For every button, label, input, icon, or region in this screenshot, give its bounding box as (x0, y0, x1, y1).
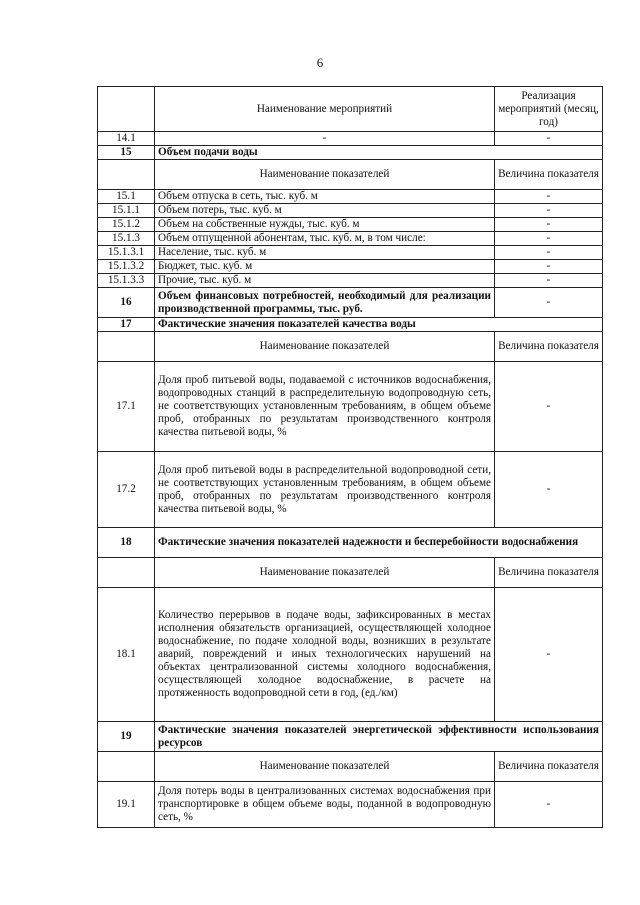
row-number: 15.1.1 (98, 204, 155, 218)
row-number: 18.1 (98, 588, 155, 722)
row-name: Бюджет, тыс. куб. м (155, 260, 495, 274)
row-number: 15.1.2 (98, 218, 155, 232)
table-row (98, 218, 603, 232)
section-15-title-row (98, 146, 603, 160)
table-row (98, 452, 603, 528)
row-value: - (495, 132, 603, 146)
indicator-name-header: Наименование показателей (155, 160, 495, 190)
section-number: 17 (98, 318, 155, 332)
section-title: Фактические значения показателей энергетической эффективности использования ресурсов (155, 722, 603, 752)
row-value: - (495, 204, 603, 218)
page-number: 6 (316, 55, 324, 70)
table-row (98, 588, 603, 722)
events-name-header: Наименование мероприятий (155, 87, 495, 132)
section-19-title-row (98, 722, 603, 752)
section-title: Объем подачи воды (155, 146, 603, 160)
row-number: 15.1.3 (98, 232, 155, 246)
row-number: 17.1 (98, 362, 155, 452)
row-number: 15.1.3.3 (98, 274, 155, 288)
row-number: 14.1 (98, 132, 155, 146)
row-name: Доля проб питьевой воды в распределительной водопроводной сети, не соответствующих установленным требованиям, в общем объеме проб, отобранных по результатам производственного контроля качества питьевой воды, % (155, 452, 495, 528)
section-17-title-row (98, 318, 603, 332)
row-value: - (495, 274, 603, 288)
row-value: - (495, 782, 603, 828)
row-name: Объем на собственные нужды, тыс. куб. м (155, 218, 495, 232)
section-value: - (495, 288, 603, 318)
header-num (98, 752, 155, 782)
section-number: 15 (98, 146, 155, 160)
row-value: - (495, 232, 603, 246)
row-name: Население, тыс. куб. м (155, 246, 495, 260)
indicator-name-header: Наименование показателей (155, 332, 495, 362)
row-name: Прочие, тыс. куб. м (155, 274, 495, 288)
row-value: - (495, 190, 603, 204)
indicator-value-header: Величина показателя (495, 160, 603, 190)
section-15-header-row (98, 160, 603, 190)
row-name: Объем отпущенной абонентам, тыс. куб. м, в том числе: (155, 232, 495, 246)
section-title: Фактические значения показателей надежности и бесперебойности водоснабжения (155, 528, 603, 558)
header-num (98, 558, 155, 588)
indicator-name-header: Наименование показателей (155, 752, 495, 782)
program-table (97, 86, 603, 828)
section-title: Объем финансовых потребностей, необходимый для реализации производственной программы, тыс. руб. (155, 288, 495, 318)
row-value: - (495, 588, 603, 722)
section-16-row (98, 288, 603, 318)
table-row (98, 132, 603, 146)
row-name: Доля потерь воды в централизованных системах водоснабжения при транспортировке в общем объеме воды, поданной в водопроводную сеть, % (155, 782, 495, 828)
table-row (98, 190, 603, 204)
table-row (98, 204, 603, 218)
row-name: Объем отпуска в сеть, тыс. куб. м (155, 190, 495, 204)
row-number: 19.1 (98, 782, 155, 828)
row-value: - (495, 362, 603, 452)
table-row (98, 246, 603, 260)
section-number: 18 (98, 528, 155, 558)
table-row (98, 782, 603, 828)
row-number: 17.2 (98, 452, 155, 528)
events-header-row (98, 87, 603, 132)
section-18-header-row (98, 558, 603, 588)
table-row (98, 274, 603, 288)
section-19-header-row (98, 752, 603, 782)
row-value: - (495, 452, 603, 528)
section-number: 16 (98, 288, 155, 318)
row-number: 15.1.3.2 (98, 260, 155, 274)
row-name: Доля проб питьевой воды, подаваемой с источников водоснабжения, водопроводных станций в распределительную водопроводную сеть, не соответствующих установленным требованиям, в общем объеме проб, отобранных по результатам производственного контроля качества питьевой воды, % (155, 362, 495, 452)
header-num (98, 160, 155, 190)
indicator-name-header: Наименование показателей (155, 558, 495, 588)
table-row (98, 362, 603, 452)
indicator-value-header: Величина показателя (495, 558, 603, 588)
table-row (98, 232, 603, 246)
header-num (98, 332, 155, 362)
indicator-value-header: Величина показателя (495, 752, 603, 782)
row-value: - (495, 218, 603, 232)
row-name: - (155, 132, 495, 146)
row-value: - (495, 246, 603, 260)
row-number: 15.1.3.1 (98, 246, 155, 260)
row-number: 15.1 (98, 190, 155, 204)
section-18-title-row (98, 528, 603, 558)
section-number: 19 (98, 722, 155, 752)
section-title: Фактические значения показателей качества воды (155, 318, 603, 332)
table-row (98, 260, 603, 274)
section-17-header-row (98, 332, 603, 362)
indicator-value-header: Величина показателя (495, 332, 603, 362)
row-name: Количество перерывов в подаче воды, зафиксированных в местах исполнения обязательств организацией, осуществляющей холодное водоснабжение, по подаче холодной воды, возникших в результате аварий, повреждений и иных технологических нарушений на объектах централизованной системы холодного водоснабжения, осуществляющей холодное водоснабжение, в расчете на протяженность водопроводной сети в год, (ед./км) (155, 588, 495, 722)
events-header-num (98, 87, 155, 132)
events-impl-header: Реализация мероприятий (месяц, год) (495, 87, 603, 132)
row-value: - (495, 260, 603, 274)
row-name: Объем потерь, тыс. куб. м (155, 204, 495, 218)
